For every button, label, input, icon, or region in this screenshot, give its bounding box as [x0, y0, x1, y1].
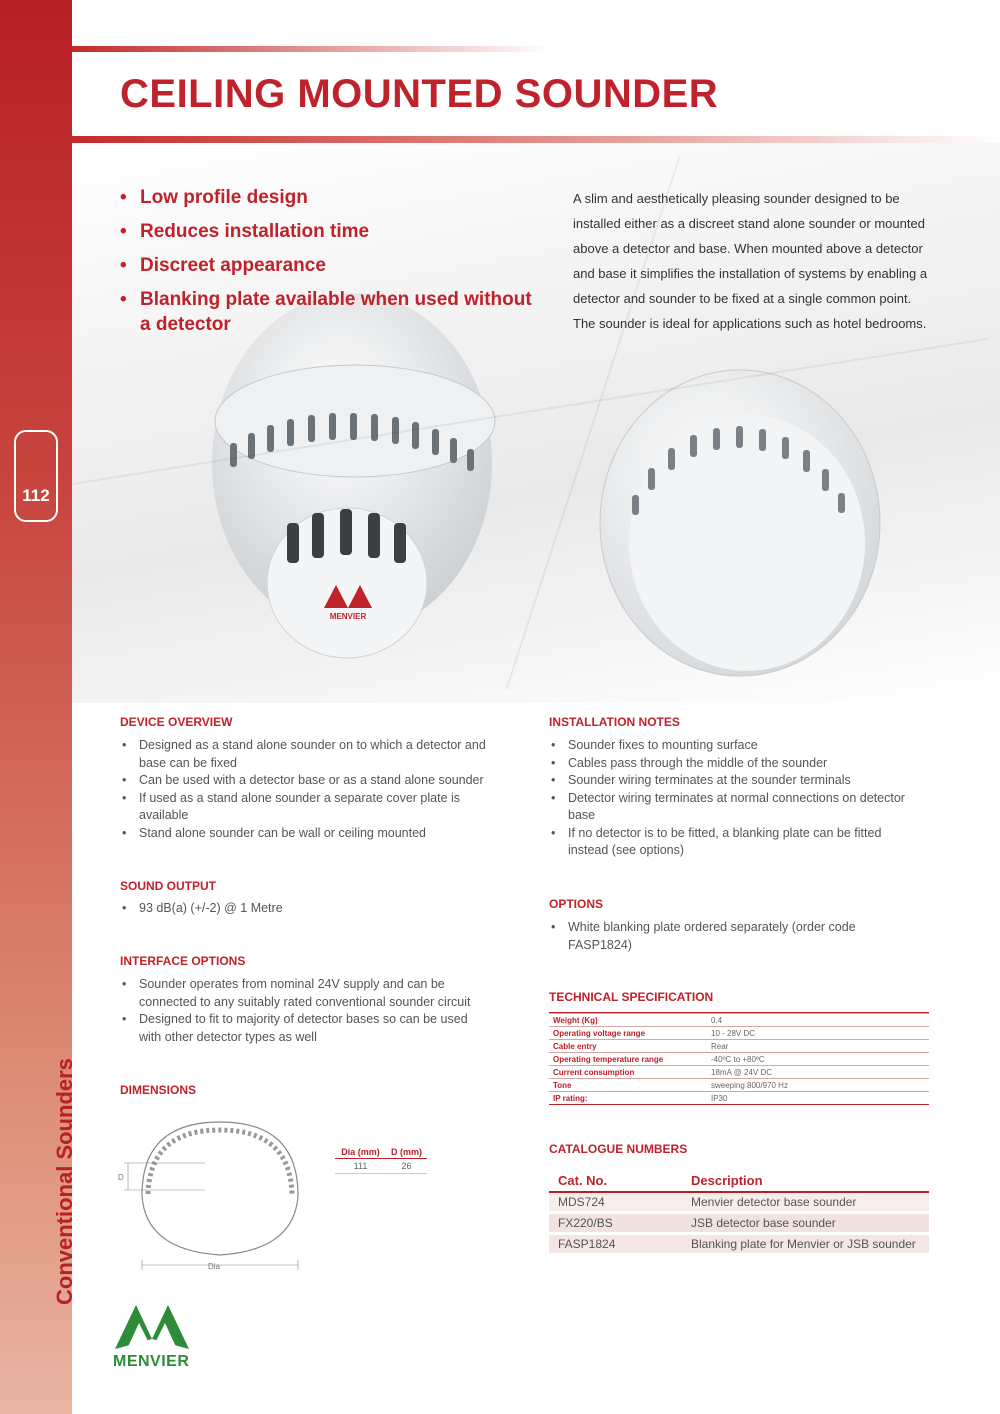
- feature-item: • Discreet appearance: [120, 253, 540, 278]
- section-label: Conventional Sounders: [52, 1058, 77, 1305]
- table-row: [549, 1027, 929, 1040]
- spec-label: IP rating:: [549, 1092, 707, 1105]
- dim-header: Dia (mm): [335, 1146, 386, 1159]
- list-item: • Can be used with a detector base or as a stand alone sounder: [120, 772, 510, 790]
- table-row: [549, 1234, 929, 1255]
- table-row: [549, 1066, 929, 1079]
- dim-value: 111: [335, 1159, 386, 1174]
- catalogue-heading: CATALOGUE NUMBERS: [549, 1142, 688, 1156]
- table-row: [549, 1213, 929, 1234]
- cat-description: Blanking plate for Menvier or JSB sounder: [682, 1234, 929, 1255]
- cat-code: FX220/BS: [549, 1213, 682, 1234]
- list-item: • Sounder operates from nominal 24V supply and can be connected to any suitably rated conventional sounder circuit: [120, 976, 490, 1011]
- catalogue-header: Cat. No.: [549, 1170, 682, 1192]
- table-row: [549, 1053, 929, 1066]
- list-item: • White blanking plate ordered separately (order code FASP1824): [549, 919, 889, 954]
- installation-notes-list: [549, 737, 919, 860]
- cat-description: Menvier detector base sounder: [682, 1192, 929, 1213]
- list-item: • Designed as a stand alone sounder on to which a detector and base can be fixed: [120, 737, 510, 772]
- dimensions-table: [335, 1146, 427, 1174]
- device-overview-heading: DEVICE OVERVIEW: [120, 715, 233, 729]
- list-item: • Sounder fixes to mounting surface: [549, 737, 919, 755]
- list-item: • Cables pass through the middle of the sounder: [549, 755, 919, 773]
- page-number: 112: [14, 430, 58, 522]
- spec-value: -40ºC to +80ºC: [707, 1053, 929, 1066]
- spec-label: Cable entry: [549, 1040, 707, 1053]
- dimensions-heading: DIMENSIONS: [120, 1083, 197, 1097]
- dim-d-label: D: [118, 1173, 124, 1182]
- spec-label: Tone: [549, 1079, 707, 1092]
- options-list: [549, 919, 889, 954]
- table-row: [549, 1092, 929, 1105]
- cat-description: JSB detector base sounder: [682, 1213, 929, 1234]
- spec-value: Rear: [707, 1040, 929, 1053]
- installation-notes-heading: INSTALLATION NOTES: [549, 715, 680, 729]
- menvier-logo-icon: [115, 1303, 189, 1351]
- title-bottom-rule: [72, 136, 1000, 143]
- dim-value: 26: [386, 1159, 427, 1174]
- cat-code: MDS724: [549, 1192, 682, 1213]
- spec-value: 18mA @ 24V DC: [707, 1066, 929, 1079]
- spec-label: Weight (Kg): [549, 1014, 707, 1027]
- spec-label: Operating voltage range: [549, 1027, 707, 1040]
- feature-list: [120, 185, 540, 346]
- device-overview-list: [120, 737, 510, 842]
- table-row: [549, 1014, 929, 1027]
- sound-output-list: [120, 900, 510, 918]
- feature-item: • Low profile design: [120, 185, 540, 210]
- dim-dia-label: Dia: [208, 1262, 221, 1271]
- intro-paragraph: A slim and aesthetically pleasing sounder designed to be installed either as a discreet stand alone sounder or mounted above a detector and base. When mounted above a detector and base it simplifies the installation of systems by enabling a detector and sounder to be fixed at a single common point. The sounder is ideal for applications such as hotel bedrooms.: [573, 191, 928, 331]
- spec-value: sweeping 800/970 Hz: [707, 1079, 929, 1092]
- table-row: [549, 1192, 929, 1213]
- catalogue-table: [549, 1170, 929, 1256]
- spec-value: 0.4: [707, 1014, 929, 1027]
- tech-spec-heading: TECHNICAL SPECIFICATION: [549, 990, 714, 1004]
- list-item: • Detector wiring terminates at normal connections on detector base: [549, 790, 919, 825]
- spec-label: Current consumption: [549, 1066, 707, 1079]
- title-top-rule: [72, 46, 552, 52]
- interface-options-list: [120, 976, 490, 1046]
- sound-output-heading: SOUND OUTPUT: [120, 879, 216, 893]
- cat-code: FASP1824: [549, 1234, 682, 1255]
- spec-value: IP30: [707, 1092, 929, 1105]
- list-item: • 93 dB(a) (+/-2) @ 1 Metre: [120, 900, 510, 918]
- device-logo-text: MENVIER: [329, 612, 367, 621]
- page-title: CEILING MOUNTED SOUNDER: [120, 72, 719, 116]
- feature-item: • Reduces installation time: [120, 219, 540, 244]
- catalogue-header: Description: [682, 1170, 929, 1192]
- tech-spec-table: [549, 1013, 929, 1105]
- list-item: • Stand alone sounder can be wall or ceiling mounted: [120, 825, 510, 843]
- dimensions-drawing: [110, 1110, 310, 1275]
- menvier-logo-text: MENVIER: [113, 1353, 190, 1370]
- list-item: • Designed to fit to majority of detector bases so can be used with other detector types as well: [120, 1011, 490, 1046]
- spec-label: Operating temperature range: [549, 1053, 707, 1066]
- options-heading: OPTIONS: [549, 897, 604, 911]
- dim-header: D (mm): [386, 1146, 427, 1159]
- table-row: [549, 1040, 929, 1053]
- list-item: • If no detector is to be fitted, a blanking plate can be fitted instead (see options): [549, 825, 919, 860]
- feature-item: • Blanking plate available when used without a detector: [120, 287, 540, 337]
- list-item: • If used as a stand alone sounder a separate cover plate is available: [120, 790, 510, 825]
- interface-options-heading: INTERFACE OPTIONS: [120, 954, 246, 968]
- list-item: • Sounder wiring terminates at the sounder terminals: [549, 772, 919, 790]
- table-row: [549, 1079, 929, 1092]
- spec-value: 10 - 28V DC: [707, 1027, 929, 1040]
